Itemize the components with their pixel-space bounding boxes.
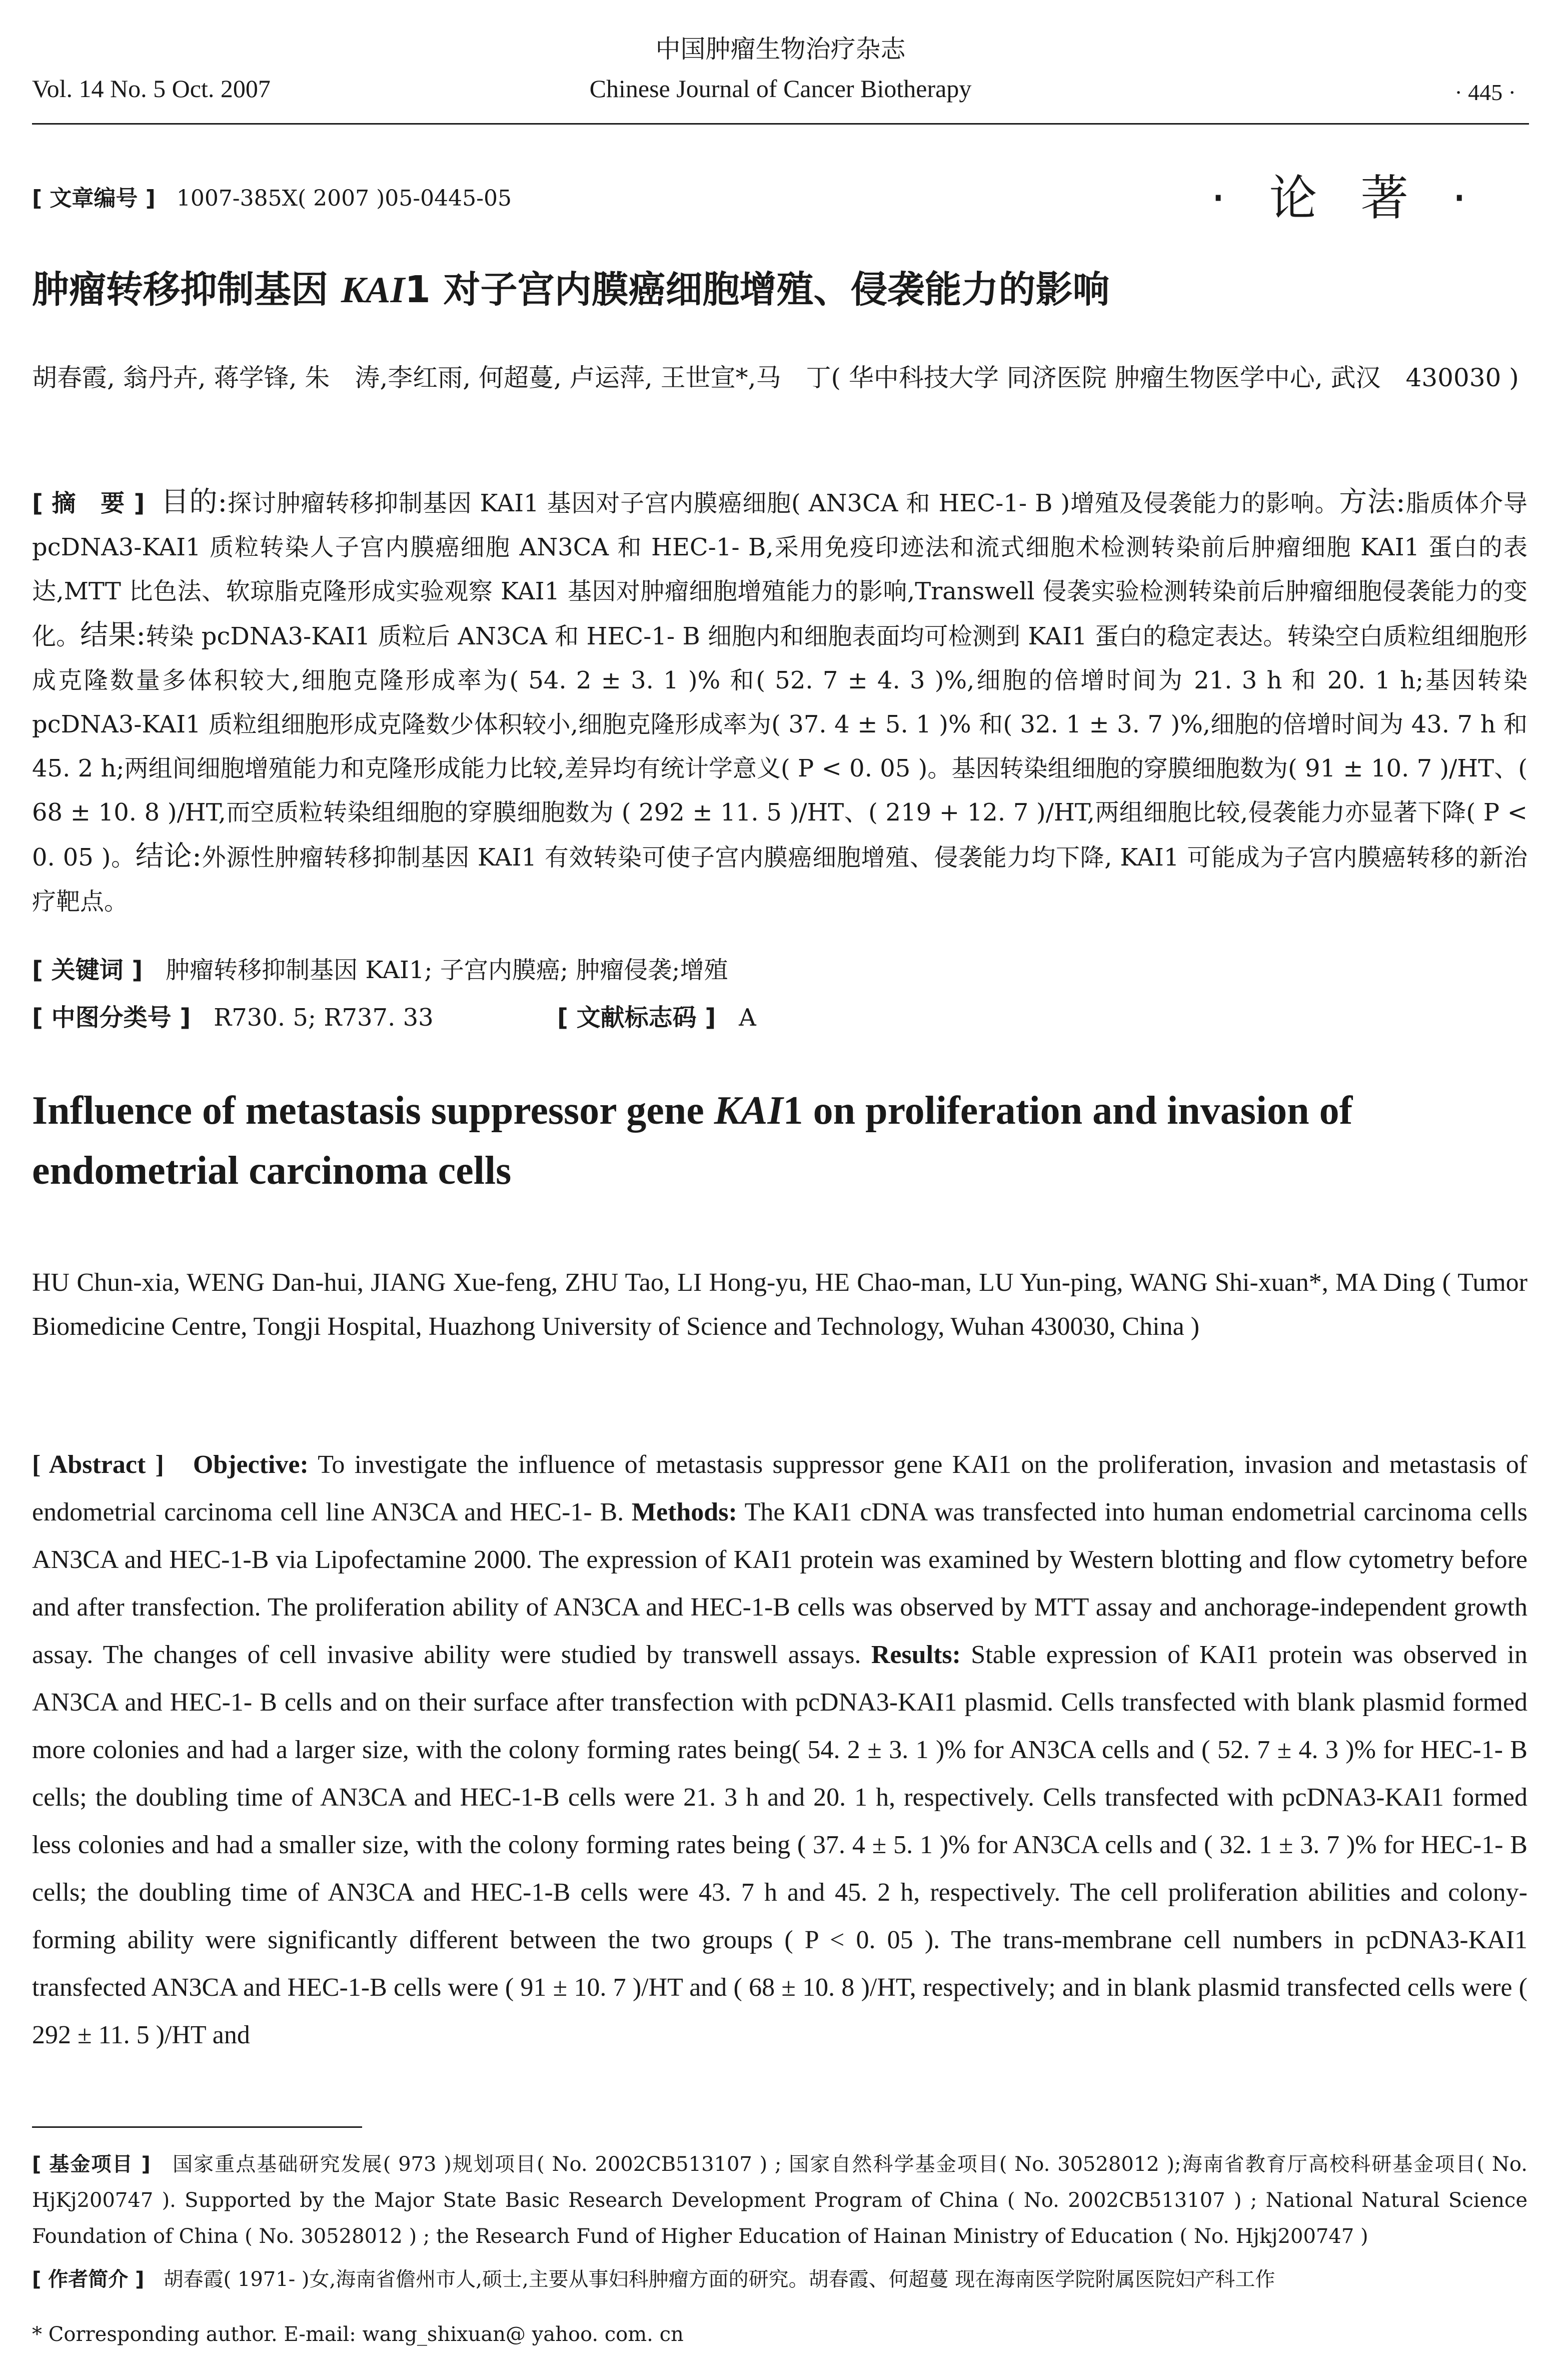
section-label: · 论 著 · bbox=[1210, 170, 1481, 226]
abstract-zh-methods-label: 方法: bbox=[1339, 486, 1405, 518]
title-zh bbox=[32, 260, 1110, 313]
abstract-en-objective-label: Objective: bbox=[193, 1450, 309, 1479]
title-zh-gene: KAI bbox=[341, 270, 405, 311]
abstract-zh-objective: 探讨肿瘤转移抑制基因 KAI1 基因对子宫内膜癌细胞( AN3CA 和 HEC-1- B )增殖及侵袭能力的影响。 bbox=[227, 489, 1339, 517]
page-number: · 445 · bbox=[1454, 80, 1516, 105]
abstract-zh-objective-label: 目的: bbox=[161, 486, 228, 518]
abstract-en-results-label: Results: bbox=[871, 1641, 961, 1669]
doc-code-label: [ 文献标志码 ] bbox=[557, 1004, 716, 1032]
article-number bbox=[32, 180, 512, 212]
abstract-zh-label: [ 摘 要 ] bbox=[32, 489, 145, 517]
abstract-zh-conclusion: 外源性肿瘤转移抑制基因 KAI1 有效转染可使子宫内膜癌细胞增殖、侵袭能力均下降, KAI1 可能成为子宫内膜癌转移的新治疗靶点。 bbox=[32, 844, 1527, 916]
abstract-en bbox=[32, 1441, 1527, 2059]
journal-title-en: Chinese Journal of Cancer Biotherapy bbox=[589, 75, 972, 103]
keywords-zh bbox=[32, 951, 728, 985]
footnote-fund bbox=[32, 2146, 1527, 2254]
abstract-en-objective: To investigate the influence of metastasis suppressor gene KAI1 on the proliferation, invasion and metastasis of endometrial carcinoma cell line AN3CA and HEC-1- B. bbox=[32, 1450, 1528, 1526]
abstract-en-results: Stable expression of KAI1 protein was observed in AN3CA and HEC-1- B cells and on their surface after transfection with pcDNA3-KAI1 plasmid. Cells transfected with blank plasmid formed more colonies and had a larger size, with the colony forming rates being( 54. 2 ± 3. 1 )% for AN3CA cells and ( 52. 7 ± 4. 3 )% for HEC-1- B cells; the doubling time of AN3CA and HEC-1-B cells were 21. 3 h and 20. 1 h, respectively. Cells transfected with pcDNA3-KAI1 formed less colonies and had a smaller size, with the colony forming rates being ( 37. 4 ± 5. 1 )% for AN3CA cells and ( 32. 1 ± 3. 7 )% for HEC-1- B cells; the doubling time of AN3CA and HEC-1-B cells were 43. 7 h and 45. 2 h, respectively. The cell proliferation abilities and colony-forming ability were significantly different between the two groups ( P < 0. 05 ). The trans-membrane cell numbers in pcDNA3-KAI1 transfected AN3CA and HEC-1-B cells were ( 91 ± 10. 7 )/HT and ( 68 ± 10. 8 )/HT, respectively; and in blank plasmid transfected cells were ( 292 ± 11. 5 )/HT and bbox=[32, 1641, 1527, 2049]
authors-zh: 胡春霞, 翁丹卉, 蒋学锋, 朱 涛,李红雨, 何超蔓, 卢运萍, 王世宣*,马 丁( 华中科技大学 同济医院 肿瘤生物医学中心, 武汉 430030 ) bbox=[32, 363, 1519, 392]
fund-text: 国家重点基础研究发展( 973 )规划项目( No. 2002CB513107 ) ; 国家自然科学基金项目( No. 30528012 );海南省教育厅高校科研基金项目( No. HjKj200747 ). Supported by the Major State Basic Research Development Program of China ( No. 2002CB513107 ) ; National Natural Science Foundation of China ( No. 30528012 ) ; the Research Fund of Higher Education of Hainan Ministry of Education ( No. Hjkj200747 ) bbox=[32, 2153, 1527, 2248]
abstract-zh-methods: 脂质体介导 pcDNA3-KAI1 质粒转染人子宫内膜癌细胞 AN3CA 和 HEC-1- B,采用免疫印迹法和流式细胞术检测转染前后肿瘤细胞 KAI1 蛋白的表达,MTT 比色法、软琼脂克隆形成实验观察 KAI1 基因对肿瘤细胞增殖能力的影响,Transwell 侵袭实验检测转染前后肿瘤细胞侵袭能力的变化。 bbox=[32, 489, 1527, 650]
header-rule bbox=[32, 123, 1529, 125]
abstract-en-methods: The KAI1 cDNA was transfected into human endometrial carcinoma cells AN3CA and HEC-1-B via Lipofectamine 2000. The expression of KAI1 protein was examined by Western blotting and flow cytometry before and after transfection. The proliferation ability of AN3CA and HEC-1-B cells was observed by MTT assay and anchorage-independent growth assay. The changes of cell invasive ability were studied by transwell assays. bbox=[32, 1498, 1528, 1669]
classification-row bbox=[32, 998, 1527, 1033]
clc-value: R730. 5; R737. 33 bbox=[214, 1004, 434, 1032]
clc-label: [ 中图分类号 ] bbox=[32, 1004, 191, 1032]
keywords-label: [ 关键词 ] bbox=[32, 956, 143, 984]
authors-en: HU Chun-xia, WENG Dan-hui, JIANG Xue-feng, ZHU Tao, LI Hong-yu, HE Chao-man, LU Yun-ping, WANG Shi-xuan*, MA Ding ( Tumor Biomedicine Centre, Tongji Hospital, Huazhong University of Science and Technology, Wuhan 430030, China ) bbox=[32, 1268, 1527, 1341]
bio-text: 胡春霞( 1971- )女,海南省儋州市人,硕士,主要从事妇科肿瘤方面的研究。胡春霞、何超蔓 现在海南医学院附属医院妇产科工作 bbox=[163, 2268, 1275, 2291]
doc-code bbox=[557, 998, 756, 1033]
abstract-zh-results: 转染 pcDNA3-KAI1 质粒后 AN3CA 和 HEC-1- B 细胞内和细胞表面均可检测到 KAI1 蛋白的稳定表达。转染空白质粒组细胞形成克隆数量多体积较大,细胞克隆形成率为( 54. 2 ± 3. 1 )% 和( 52. 7 ± 4. 3 )%,细胞的倍增时间为 21. 3 h 和 20. 1 h;基因转染 pcDNA3-KAI1 质粒组细胞形成克隆数少体积较小,细胞克隆形成率为( 37. 4 ± 5. 1 )% 和( 32. 1 ± 3. 7 )%,细胞的倍增时间为 43. 7 h 和 45. 2 h;两组间细胞增殖能力和克隆形成能力比较,差异均有统计学意义( P < 0. 05 )。基因转染组细胞的穿膜细胞数为( 91 ± 10. 7 )/HT、( 68 ± 10. 8 )/HT,而空质粒转染组细胞的穿膜细胞数为 ( 292 ± 11. 5 )/HT、( 219 + 12. 7 )/HT,两组细胞比较,侵袭能力亦显著下降( P < 0. 05 )。 bbox=[32, 622, 1527, 872]
keywords-value: 肿瘤转移抑制基因 KAI1; 子宫内膜癌; 肿瘤侵袭;增殖 bbox=[166, 956, 728, 984]
footnote-corresponding: * Corresponding author. E-mail: wang_shixuan@ yahoo. com. cn bbox=[32, 2323, 684, 2346]
volume-issue: Vol. 14 No. 5 Oct. 2007 bbox=[32, 75, 271, 103]
doc-code-value: A bbox=[739, 1004, 756, 1032]
title-zh-before: 肿瘤转移抑制基因 bbox=[32, 268, 341, 311]
article-number-value: 1007-385X( 2007 )05-0445-05 bbox=[176, 186, 512, 211]
title-en-before: Influence of metastasis suppressor gene bbox=[32, 1089, 714, 1133]
bio-label: [ 作者简介 ] bbox=[32, 2268, 145, 2291]
abstract-zh-results-label: 结果: bbox=[80, 619, 146, 651]
title-en bbox=[32, 1081, 1527, 1201]
fund-label: [ 基金项目 ] bbox=[32, 2153, 151, 2176]
title-en-after: 1 on proliferation and invasion of endometrial carcinoma cells bbox=[32, 1089, 1353, 1193]
footnote-rule bbox=[32, 2126, 362, 2128]
journal-title-cn: 中国肿瘤生物治疗杂志 bbox=[655, 35, 906, 64]
abstract-zh-conclusion-label: 结论: bbox=[135, 840, 202, 873]
abstract-en-label: [ Abstract ] bbox=[32, 1450, 164, 1479]
abstract-zh bbox=[32, 480, 1527, 924]
article-number-label: [ 文章编号 ] bbox=[32, 186, 156, 211]
footnote-bio bbox=[32, 2261, 1527, 2297]
title-zh-after: 1 对子宫内膜癌细胞增殖、侵袭能力的影响 bbox=[405, 268, 1110, 311]
title-en-gene: KAI bbox=[714, 1089, 783, 1133]
abstract-en-methods-label: Methods: bbox=[631, 1498, 737, 1526]
